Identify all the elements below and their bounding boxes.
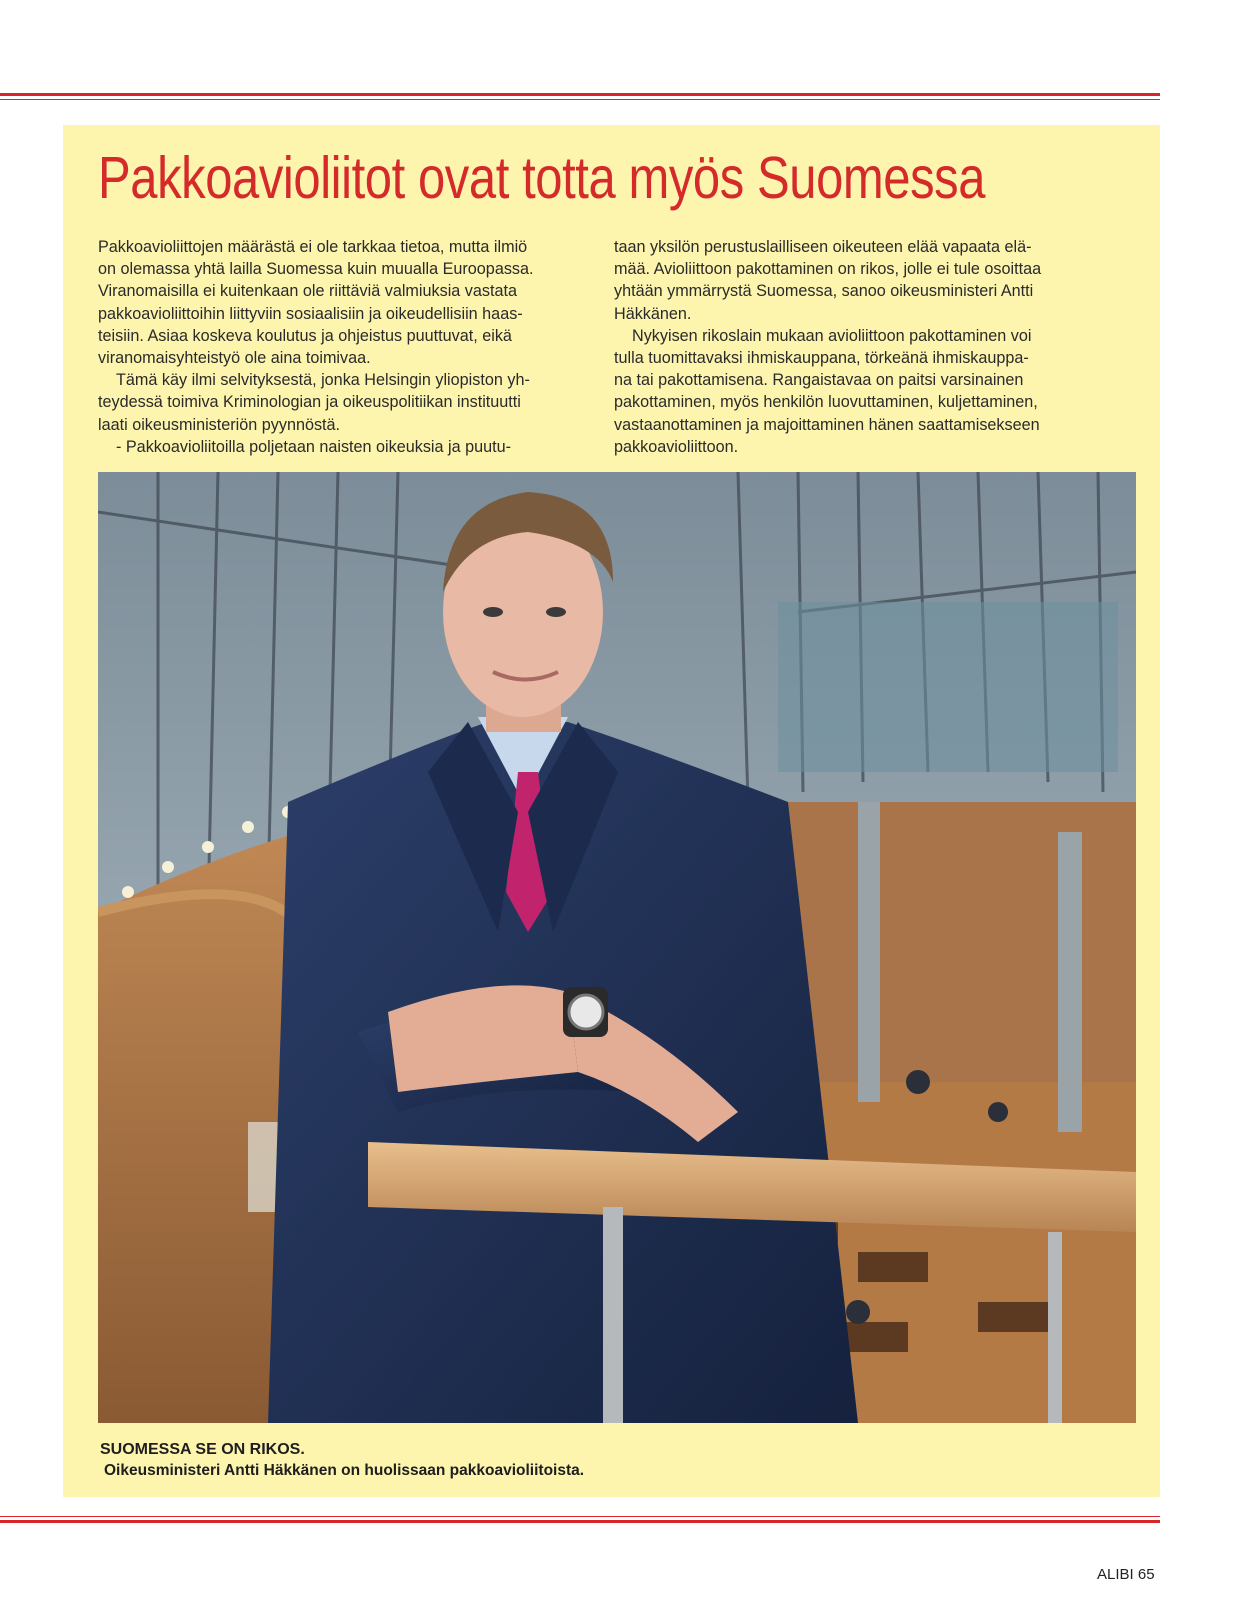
page-number: ALIBI 65 [1097, 1566, 1155, 1583]
col1-line: viranomaisyhteistyö ole aina toimivaa. [98, 349, 371, 368]
col1-line: Tämä käy ilmi selvityksestä, jonka Helsingin yliopiston yh- [116, 371, 530, 390]
col1-line: - Pakkoavioliitoilla poljetaan naisten oikeuksia ja puutu- [116, 437, 512, 456]
col2-line: pakkoavioliittoon. [614, 437, 739, 456]
article-title: Pakkoavioliitot ovat totta myös Suomessa [98, 145, 986, 211]
article-photo [98, 472, 1136, 1423]
col2-line: tulla tuomittavaksi ihmiskauppana, törkeänä ihmiskauppa- [614, 349, 1029, 368]
col1-line: Pakkoavioliittojen määrästä ei ole tarkkaa tietoa, mutta ilmiö [98, 238, 528, 256]
col2-line: yhtään ymmärrystä Suomessa, sanoo oikeusministeri Antti [614, 282, 1034, 301]
top-rule-thick [0, 93, 1160, 96]
col1-line: laati oikeusministeriön pyynnöstä. [98, 415, 341, 434]
col2-line: na tai pakottamisena. Rangaistavaa on paitsi varsinainen [614, 371, 1024, 390]
col2-line: Nykyisen rikoslain mukaan avioliittoon pakottaminen voi [632, 326, 1032, 345]
col1-line: teydessä toimiva Kriminologian ja oikeuspolitiikan instituutti [98, 393, 521, 412]
col1-line: pakkoavioliittoihin liittyviin sosiaalisiin ja oikeudellisiin haas- [98, 304, 523, 323]
article-column-1 [98, 236, 596, 458]
col2-line: Häkkänen. [614, 304, 692, 323]
col2-line: vastaanottaminen ja majoittaminen hänen saattamisekseen [614, 415, 1040, 434]
col2-line: pakottaminen, myös henkilön luovuttaminen, kuljettaminen, [614, 393, 1038, 412]
caption-text: Oikeusministeri Antti Häkkänen on huolissaan pakkoavioliitoista. [104, 1462, 585, 1479]
caption-title: SUOMESSA SE ON RIKOS. [100, 1441, 305, 1458]
bottom-rule-thin [0, 1516, 1160, 1517]
col1-line: teisiin. Asiaa koskeva koulutus ja ohjeistus puuttuvat, eikä [98, 326, 512, 345]
col2-line: taan yksilön perustuslailliseen oikeuteen elää vapaata elä- [614, 238, 1032, 256]
photo-illustration [98, 472, 1136, 1423]
top-rule-thin [0, 99, 1160, 100]
col1-line: Viranomaisilla ei kuitenkaan ole riittäviä valmiuksia vastata [98, 282, 517, 301]
col1-line: on olemassa yhtä lailla Suomessa kuin muualla Euroopassa. [98, 260, 534, 279]
col2-line: mää. Avioliittoon pakottaminen on rikos, jolle ei tule osoittaa [614, 260, 1042, 279]
bottom-rule-thick [0, 1520, 1160, 1523]
article-column-2 [614, 236, 1112, 458]
